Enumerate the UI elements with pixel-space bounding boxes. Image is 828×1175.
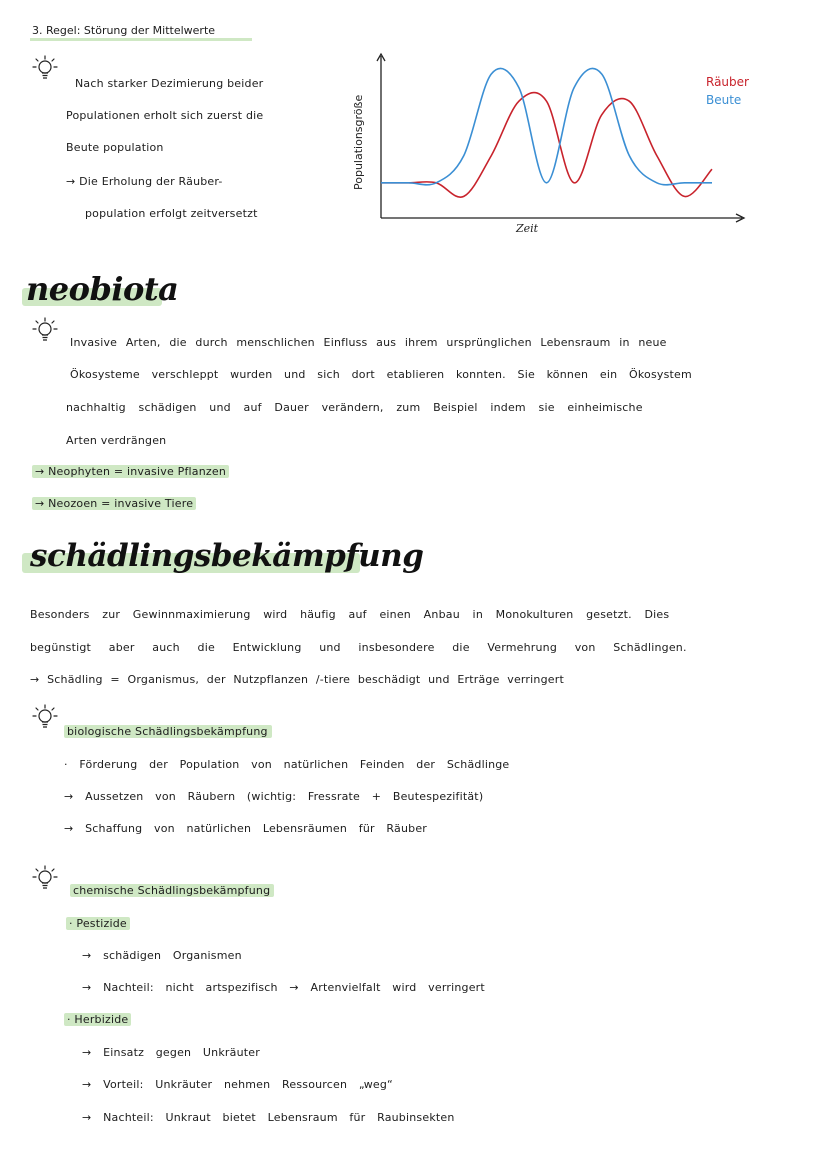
bio-heading-line — [64, 725, 272, 738]
chem-heading-line — [70, 884, 274, 897]
pestizide-line — [66, 917, 130, 930]
herbizide-label: · Herbizide — [64, 1013, 131, 1026]
bio-heading: biologische Schädlingsbekämpfung — [64, 725, 272, 738]
herbizide-item: → Nachteil: Unkraut bietet Lebensraum für Raubinsekten — [82, 1111, 455, 1124]
predator-prey-graph — [340, 48, 760, 243]
rule-line: population erfolgt zeitversetzt — [85, 207, 258, 220]
legend-predator: Räuber — [706, 75, 749, 89]
pestizide-label: · Pestizide — [66, 917, 130, 930]
neobiota-title: neobiota — [26, 270, 179, 308]
rule-line: Beute population — [66, 141, 164, 154]
pest-title: schädlingsbekämpfung — [30, 538, 424, 574]
legend-prey: Beute — [706, 93, 742, 107]
y-axis-label: Populationsgröße — [352, 94, 365, 190]
lightbulb-icon — [32, 316, 58, 346]
rule-line: Nach starker Dezimierung beider — [75, 77, 264, 90]
neophyten-text: → Neophyten = invasive Pflanzen — [32, 465, 229, 478]
pest-intro-line: Besonders zur Gewinnmaximierung wird häufig auf einen Anbau in Monokulturen gesetzt. Dies — [30, 608, 670, 621]
x-axis-label: Zeit — [516, 222, 539, 235]
neophyten-line — [32, 465, 229, 478]
lightbulb-icon — [32, 864, 58, 894]
bio-item: · Förderung der Population von natürlichen Feinden der Schädlinge — [64, 758, 510, 771]
bio-item: → Aussetzen von Räubern (wichtig: Fressrate + Beutespezifität) — [64, 790, 484, 803]
pest-intro-line: begünstigt aber auch die Entwicklung und insbesondere die Vermehrung von Schädlingen. — [30, 641, 687, 654]
lightbulb-icon — [32, 703, 58, 733]
herbizide-line — [64, 1013, 131, 1026]
neobiota-line: Invasive Arten, die durch menschlichen Einfluss aus ihrem ursprünglichen Lebensraum in neue — [70, 336, 667, 349]
pestizide-item: → schädigen Organismen — [82, 949, 242, 962]
herbizide-item: → Einsatz gegen Unkräuter — [82, 1046, 260, 1059]
rule-line: Populationen erholt sich zuerst die — [66, 109, 264, 122]
neobiota-line: Arten verdrängen — [66, 434, 167, 447]
neobiota-line: nachhaltig schädigen und auf Dauer verändern, zum Beispiel indem sie einheimische — [66, 401, 643, 414]
rule-line: → Die Erholung der Räuber- — [66, 175, 223, 188]
herbizide-item: → Vorteil: Unkräuter nehmen Ressourcen „weg“ — [82, 1078, 393, 1091]
chem-heading: chemische Schädlingsbekämpfung — [70, 884, 274, 897]
lightbulb-icon — [32, 54, 58, 84]
pest-intro-line: → Schädling = Organismus, der Nutzpflanzen /-tiere beschädigt und Erträge verringert — [30, 673, 564, 686]
title-highlight — [30, 38, 252, 41]
neozoen-text: → Neozoen = invasive Tiere — [32, 497, 196, 510]
bio-item: → Schaffung von natürlichen Lebensräumen für Räuber — [64, 822, 428, 835]
neobiota-line: Ökosysteme verschleppt wurden und sich dort etablieren konnten. Sie können ein Ökosystem — [70, 368, 692, 381]
pestizide-item: → Nachteil: nicht artspezifisch → Artenvielfalt wird verringert — [82, 981, 485, 994]
series-line-predator — [381, 93, 712, 198]
neozoen-line — [32, 497, 196, 510]
rule-title: 3. Regel: Störung der Mittelwerte — [32, 24, 216, 37]
